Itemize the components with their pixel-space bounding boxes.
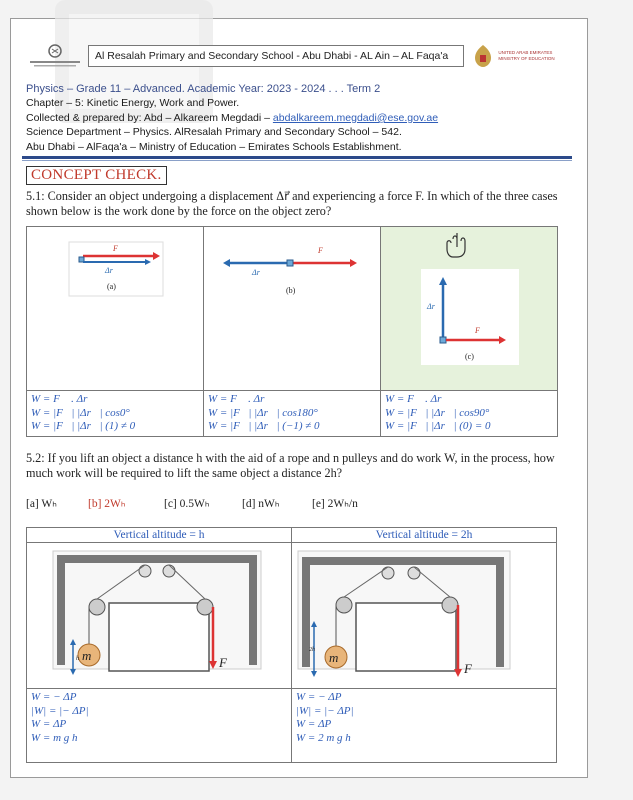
option-a[interactable]: [a] Wₕ <box>26 498 57 510</box>
q1-table <box>26 226 558 437</box>
ministry-logo <box>472 41 562 71</box>
concept-check-title: CONCEPT CHECK. <box>26 166 167 185</box>
col-header-2h <box>292 528 557 543</box>
eq-line: W = |F⃗| |Δr⃗| cos180° <box>208 406 318 419</box>
equations-2h <box>292 689 557 763</box>
ministry-label: UNITED ARAB EMIRATES MINISTRY OF EDUCATION <box>498 50 555 61</box>
case-b-diagram <box>204 227 380 385</box>
option-c[interactable]: [c] 0.5Wₕ <box>164 498 210 510</box>
case-b-force-label: F⃗ <box>318 246 330 255</box>
location-line: Abu Dhabi – AlFaqa'a – Ministry of Education – Emirates Schools Establishment. <box>26 140 402 153</box>
case-b-cell <box>204 227 381 391</box>
equations-h <box>27 689 292 763</box>
school-name: Al Resalah Primary and Secondary School - Abu Dhabi - AL Ain – AL Faqa'a <box>88 45 464 67</box>
eq-line: W = − ΔP <box>31 691 77 703</box>
col-header-h-text: Vertical altitude = h <box>113 529 205 541</box>
author-line <box>26 111 566 125</box>
question-5-1: 5.1: Consider an object undergoing a displacement Δr⃗ and experiencing a force F. In which of the three cases shown below is the work done by the force on the object zero? <box>26 189 558 218</box>
eq-line: W = F⃗ . Δr⃗ <box>31 393 96 405</box>
case-a-label: (a) <box>107 282 116 291</box>
eq-line: W = m g h <box>31 731 78 744</box>
school-header <box>22 40 562 72</box>
case-a-disp-label: Δr⃗ <box>105 266 120 275</box>
case-b-label: (b) <box>286 286 296 295</box>
option-d[interactable]: [d] nWₕ <box>242 498 280 510</box>
case-c-force-label: F⃗ <box>475 326 487 335</box>
pulley-diagram-2h <box>292 543 556 683</box>
q2-options <box>26 496 358 510</box>
case-c-cell <box>381 227 558 391</box>
eq-line: W = |F⃗| |Δr⃗| cos90° <box>385 406 490 419</box>
case-a-diagram <box>27 227 203 385</box>
eq-line: W = |F⃗| |Δr⃗| cos0° <box>31 406 130 419</box>
case-a-cell <box>27 227 204 391</box>
case-a-equations <box>27 391 204 437</box>
q2-table <box>26 527 557 763</box>
case-c-label: (c) <box>465 352 474 361</box>
case-c-equations <box>381 391 558 437</box>
case-c-diagram <box>381 227 557 385</box>
author-email-link[interactable]: abdalkareem.megdadi@ese.gov.ae <box>272 111 439 124</box>
department-line: Science Department – Physics. AlResalah Primary and Secondary School – 542. <box>26 126 402 139</box>
school-logo <box>22 41 88 71</box>
eq-line: W = ΔP <box>31 718 67 730</box>
author-prefix: Collected & prepared by: Abd – Alkareem Megdadi – <box>26 111 273 124</box>
case-a-force-label: F⃗ <box>113 244 125 253</box>
height-label-2h: 2h <box>309 647 315 653</box>
case-b-equations <box>204 391 381 437</box>
chapter-line: Chapter – 5: Kinetic Energy, Work and Power. <box>26 97 240 110</box>
eq-line: W = ΔP <box>296 718 332 730</box>
eq-line: W = |F⃗| |Δr⃗| (−1) ≠ 0 <box>208 420 320 432</box>
col-header-h <box>27 528 292 543</box>
height-label-h: h <box>76 656 79 662</box>
case-b-disp-label: Δr⃗ <box>252 268 267 277</box>
option-b[interactable]: [b] 2Wₕ <box>88 498 126 510</box>
force-label-2h: F <box>464 661 472 676</box>
pulley-2h-cell <box>292 543 557 689</box>
course-line: Physics – Grade 11 – Advanced. Academic Year: 2023 - 2024 . . . Term 2 <box>26 83 381 95</box>
document-info <box>26 82 566 154</box>
pulley-h-cell <box>27 543 292 689</box>
eq-line: |W| = |− ΔP| <box>296 704 354 717</box>
eq-line: |W| = |− ΔP| <box>31 704 89 717</box>
divider-thin <box>22 160 572 161</box>
divider <box>22 156 572 159</box>
emblem-icon <box>472 43 494 69</box>
pulley-diagram-h <box>27 543 291 683</box>
question-5-2: 5.2: If you lift an object a distance h with the aid of a rope and n pulleys and do work W, in the process, how much work will be required to lift the same object a distance 2h? <box>26 451 555 480</box>
eq-line: W = F⃗ . Δr⃗ <box>385 393 450 405</box>
eq-line: W = |F⃗| |Δr⃗| (0) = 0 <box>385 420 491 432</box>
option-e[interactable]: [e] 2Wₕ/n <box>312 498 358 510</box>
pointing-hand-icon <box>447 233 465 257</box>
eq-line: W = F⃗ . Δr⃗ <box>208 393 273 405</box>
eq-line: W = 2 m g h <box>296 731 351 744</box>
eq-line: W = |F⃗| |Δr⃗| (1) ≠ 0 <box>31 420 136 432</box>
case-c-disp-label: Δr⃗ <box>427 302 442 311</box>
force-label-h: F <box>219 655 227 670</box>
eq-line: W = − ΔP <box>296 691 342 703</box>
mass-label-h: m <box>82 648 92 663</box>
col-header-2h-text: Vertical altitude = 2h <box>375 529 473 541</box>
mass-label-2h: m <box>329 650 339 665</box>
